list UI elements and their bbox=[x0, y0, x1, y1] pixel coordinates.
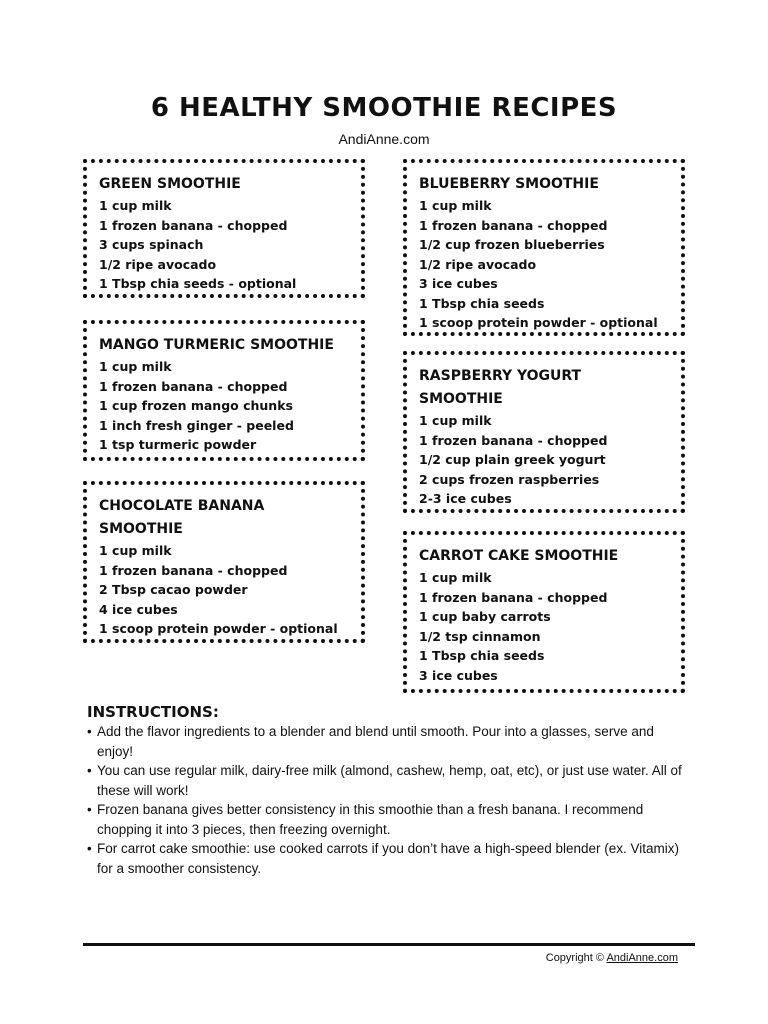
copyright-prefix: Copyright © bbox=[545, 952, 604, 964]
ingredient: 1 cup frozen mango chunks bbox=[99, 398, 293, 413]
instruction-item bbox=[87, 761, 687, 800]
ingredient: 1 scoop protein powder - optional bbox=[419, 315, 658, 330]
copyright-link[interactable]: AndiAnne.com bbox=[606, 952, 678, 964]
ingredient: 1 cup milk bbox=[99, 543, 172, 558]
instruction-text: Frozen banana gives better consistency in this smoothie than a fresh banana. I recommend chopping it into 3 pieces, then freezing overnight. bbox=[97, 802, 644, 837]
ingredient: 1 cup milk bbox=[419, 570, 492, 585]
instruction-text: For carrot cake smoothie: use cooked carrots if you don’t have a high-speed blender (ex. Vitamix) for a smoother consistency. bbox=[97, 841, 680, 876]
instruction-item bbox=[87, 800, 687, 839]
ingredient: 2 Tbsp cacao powder bbox=[99, 582, 248, 597]
ingredient: 1 Tbsp chia seeds bbox=[419, 295, 545, 311]
page-title: 6 HEALTHY SMOOTHIE RECIPES bbox=[150, 93, 618, 123]
recipe-title: CHOCOLATE BANANA SMOOTHIE bbox=[99, 498, 265, 537]
recipe-card-chocolate-banana-smoothie bbox=[83, 481, 365, 643]
instruction-item bbox=[87, 722, 687, 761]
ingredient: 4 ice cubes bbox=[99, 601, 178, 617]
copyright-notice bbox=[546, 952, 678, 964]
ingredient: 1/2 ripe avocado bbox=[99, 256, 217, 272]
ingredient: 1/2 tsp cinnamon bbox=[419, 628, 541, 644]
recipe-card-blueberry-smoothie bbox=[403, 159, 685, 336]
recipe-title: RASPBERRY YOGURT SMOOTHIE bbox=[419, 368, 582, 407]
bullet-icon: • bbox=[87, 841, 92, 856]
ingredient: 2 cups frozen raspberries bbox=[419, 471, 600, 487]
instruction-text: Add the flavor ingredients to a blender and blend until smooth. Pour into a glasses, serve and enjoy! bbox=[97, 724, 654, 759]
ingredient: 1 frozen banana - chopped bbox=[99, 378, 288, 394]
ingredient: 3 cups spinach bbox=[99, 237, 204, 252]
ingredient: 3 ice cubes bbox=[419, 276, 498, 291]
ingredient: 1 tsp turmeric powder bbox=[99, 437, 257, 452]
ingredient: 1 cup milk bbox=[99, 359, 172, 374]
ingredient: 1/2 cup frozen blueberries bbox=[419, 237, 605, 252]
ingredient: 1 cup milk bbox=[99, 198, 172, 213]
ingredient-list bbox=[419, 196, 669, 333]
ingredient-list bbox=[99, 196, 349, 294]
recipe-title: BLUEBERRY SMOOTHIE bbox=[419, 176, 599, 192]
recipe-title: GREEN SMOOTHIE bbox=[99, 176, 241, 192]
ingredient: 1/2 cup plain greek yogurt bbox=[419, 452, 606, 467]
ingredient: 3 ice cubes bbox=[419, 667, 498, 683]
instruction-item bbox=[87, 839, 687, 878]
ingredient-list bbox=[419, 411, 669, 509]
recipe-card-raspberry-yogurt-smoothie bbox=[403, 351, 685, 513]
ingredient-list bbox=[99, 541, 349, 639]
page-subtitle: AndiAnne.com bbox=[338, 131, 430, 147]
ingredient: 1 frozen banana - chopped bbox=[419, 432, 608, 448]
ingredient: 1/2 ripe avocado bbox=[419, 256, 537, 272]
ingredient: 1 cup milk bbox=[419, 413, 492, 428]
ingredient: 1 frozen banana - chopped bbox=[99, 217, 288, 233]
instruction-text: You can use regular milk, dairy-free milk (almond, cashew, hemp, oat, etc), or just use water. All of these will work! bbox=[97, 763, 682, 798]
instructions-section bbox=[87, 702, 687, 878]
recipe-card-mango-turmeric-smoothie bbox=[83, 320, 365, 461]
bullet-icon: • bbox=[87, 763, 92, 778]
ingredient: 1 scoop protein powder - optional bbox=[99, 621, 338, 636]
ingredient: 1 inch fresh ginger - peeled bbox=[99, 417, 294, 433]
ingredient: 1 frozen banana - chopped bbox=[419, 217, 608, 233]
footer-divider bbox=[83, 943, 695, 946]
bullet-icon: • bbox=[87, 724, 92, 739]
recipe-title: MANGO TURMERIC SMOOTHIE bbox=[99, 337, 334, 353]
ingredient: 1 frozen banana - chopped bbox=[419, 589, 608, 605]
ingredient: 1 Tbsp chia seeds - optional bbox=[99, 276, 297, 291]
recipe-card-carrot-cake-smoothie bbox=[403, 531, 685, 693]
recipe-card-green-smoothie bbox=[83, 159, 365, 298]
ingredient: 1 frozen banana - chopped bbox=[99, 562, 288, 578]
instructions-heading: INSTRUCTIONS: bbox=[87, 703, 219, 721]
ingredient: 2-3 ice cubes bbox=[419, 491, 512, 506]
ingredient-list bbox=[99, 357, 349, 455]
ingredient: 1 cup milk bbox=[419, 198, 492, 213]
ingredient: 1 Tbsp chia seeds bbox=[419, 648, 545, 663]
bullet-icon: • bbox=[87, 802, 92, 817]
ingredient-list bbox=[419, 568, 669, 685]
instructions-list bbox=[87, 722, 687, 878]
recipe-title: CARROT CAKE SMOOTHIE bbox=[419, 548, 619, 564]
ingredient: 1 cup baby carrots bbox=[419, 609, 551, 624]
